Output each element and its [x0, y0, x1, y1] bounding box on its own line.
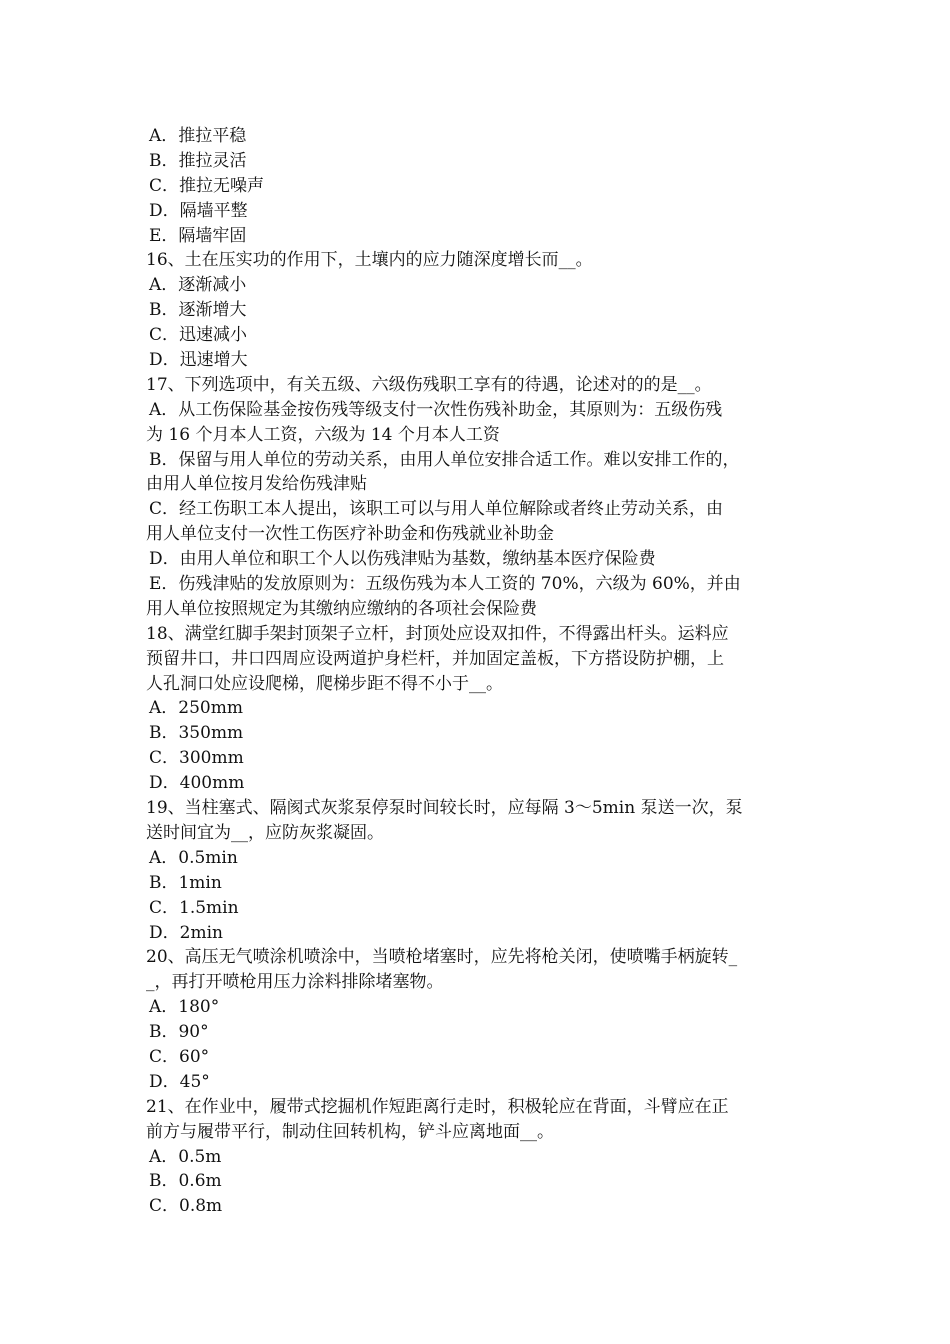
answer-option-line: B．推拉灵活	[149, 150, 247, 171]
answer-option-line: B．保留与用人单位的劳动关系，由用人单位安排合适工作。难以安排工作的，	[149, 449, 740, 470]
answer-option-line: A．250mm	[149, 698, 243, 719]
answer-option-line: B．90°	[149, 1022, 209, 1043]
question-text-line: 送时间宜为__，应防灰浆凝固。	[146, 822, 384, 843]
question-text-line: 由用人单位按月发给伤残津贴	[146, 474, 367, 495]
answer-option-line: A．从工伤保险基金按伤残等级支付一次性伤残补助金，其原则为：五级伤残	[149, 399, 723, 420]
question-text-line: 21、在作业中，履带式挖掘机作短距离行走时，积极轮应在背面，斗臂应在正	[146, 1096, 729, 1117]
answer-option-line: C．经工伤职工本人提出，该职工可以与用人单位解除或者终止劳动关系，由	[149, 499, 724, 520]
answer-option-line: A．0.5min	[149, 847, 238, 868]
answer-option-line: A．180°	[149, 997, 220, 1018]
answer-option-line: D．隔墙平整	[149, 200, 248, 221]
answer-option-line: A．逐渐减小	[149, 275, 247, 296]
answer-option-line: C．60°	[149, 1046, 210, 1067]
answer-option-line: D．2min	[149, 922, 223, 943]
answer-option-line: D．45°	[149, 1071, 210, 1092]
answer-option-line: B．350mm	[149, 723, 244, 744]
answer-option-line: D．迅速增大	[149, 350, 248, 371]
answer-option-line: D．400mm	[149, 773, 245, 794]
answer-option-line: A．推拉平稳	[149, 126, 247, 146]
question-text-line: 前方与履带平行，制动住回转机构，铲斗应离地面__。	[146, 1121, 554, 1142]
answer-option-line: B．0.6m	[149, 1171, 222, 1192]
answer-option-line: C．300mm	[149, 748, 244, 769]
answer-option-line: C．1.5min	[149, 897, 239, 918]
answer-option-line: E．隔墙牢固	[149, 225, 247, 246]
answer-option-line: A．0.5m	[149, 1146, 222, 1167]
answer-option-line: E．伤残津贴的发放原则为：五级伤残为本人工资的 70%，六级为 60%，并由	[149, 574, 741, 595]
question-text-line: 17、下列选项中，有关五级、六级伤残职工享有的待遇，论述对的的是__。	[146, 374, 712, 395]
document-body	[146, 124, 822, 1219]
answer-option-line: B．1min	[149, 872, 222, 893]
question-text-line: 预留井口，井口四周应设两道护身栏杆，并加固定盖板，下方搭设防护棚，上	[146, 648, 724, 669]
question-text-line: 18、满堂红脚手架封顶架子立杆，封顶处应设双扣件，不得露出杆头。运料应	[146, 623, 729, 644]
question-text-line: 用人单位按照规定为其缴纳应缴纳的各项社会保险费	[146, 598, 537, 619]
answer-option-line: C．0.8m	[149, 1196, 223, 1217]
question-text-line: 19、当柱塞式、隔阂式灰浆泵停泵时间较长时，应每隔 3～5min 泵送一次，泵	[146, 798, 743, 819]
question-text-line: 16、土在压实功的作用下，土壤内的应力随深度增长而__。	[146, 250, 593, 271]
question-text-line: 20、高压无气喷涂机喷涂中，当喷枪堵塞时，应先将枪关闭，使喷嘴手柄旋转_	[146, 947, 738, 968]
answer-option-line: B．逐渐增大	[149, 300, 247, 321]
answer-option-line: D．由用人单位和职工个人以伤残津贴为基数，缴纳基本医疗保险费	[149, 549, 656, 570]
question-text-line: 为 16 个月本人工资，六级为 14 个月本人工资	[146, 424, 500, 445]
question-text-line: _，再打开喷枪用压力涂料排除堵塞物。	[146, 972, 444, 993]
question-text-line: 人孔洞口处应设爬梯，爬梯步距不得不小于__。	[146, 673, 503, 694]
question-text-line: 用人单位支付一次性工伤医疗补助金和伤残就业补助金	[146, 524, 554, 545]
answer-option-line: C．推拉无噪声	[149, 175, 265, 196]
answer-option-line: C．迅速减小	[149, 325, 248, 346]
